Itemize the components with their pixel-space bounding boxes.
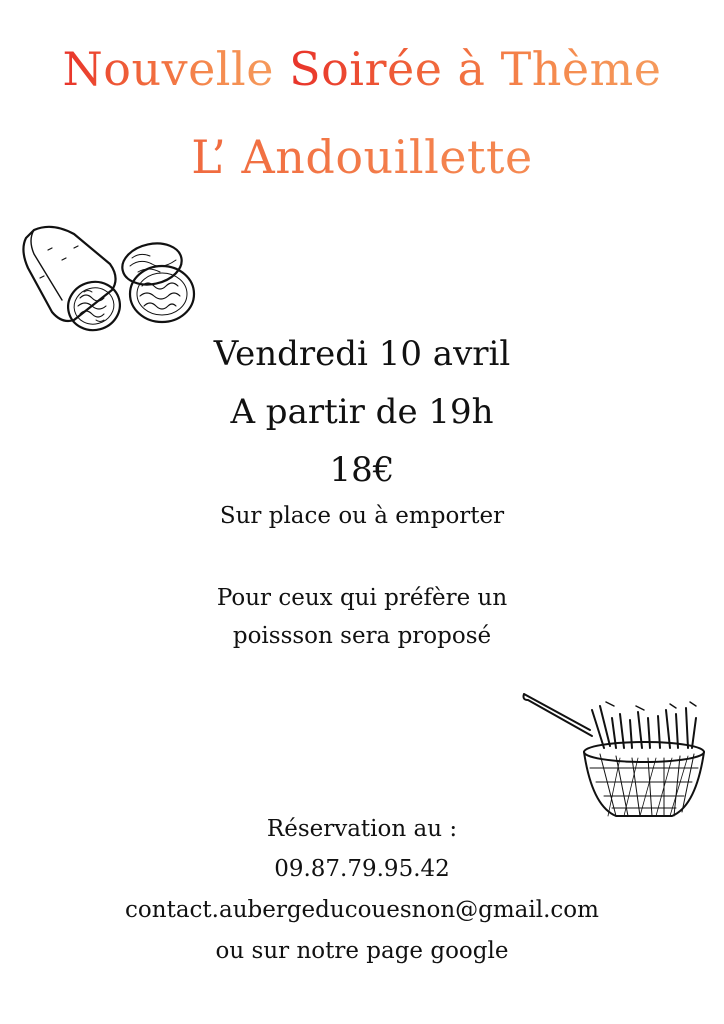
title-word-nouvelle: Nouvelle	[62, 42, 274, 96]
event-time: A partir de 19h	[230, 392, 494, 432]
reservation-google: ou sur notre page google	[215, 938, 509, 964]
reservation-email[interactable]: contact.aubergeducouesnon@gmail.com	[125, 897, 599, 923]
event-price: 18€	[329, 450, 395, 490]
title-soiree-theme: Soirée à Thème	[289, 42, 662, 96]
reservation-phone[interactable]: 09.87.79.95.42	[274, 856, 450, 882]
fries-basket-icon	[520, 688, 710, 828]
title-andouillette: L’ Andouillette	[191, 130, 533, 184]
page-subtitle	[0, 130, 724, 184]
page-title	[0, 42, 724, 96]
fish-note-line-2: poissson sera proposé	[232, 623, 492, 649]
reservation-label: Réservation au :	[266, 816, 458, 842]
fish-note-line-1: Pour ceux qui préfère un	[216, 585, 508, 611]
event-option: Sur place ou à emporter	[219, 503, 505, 529]
andouillette-icon	[12, 220, 197, 340]
event-date: Vendredi 10 avril	[213, 334, 511, 374]
